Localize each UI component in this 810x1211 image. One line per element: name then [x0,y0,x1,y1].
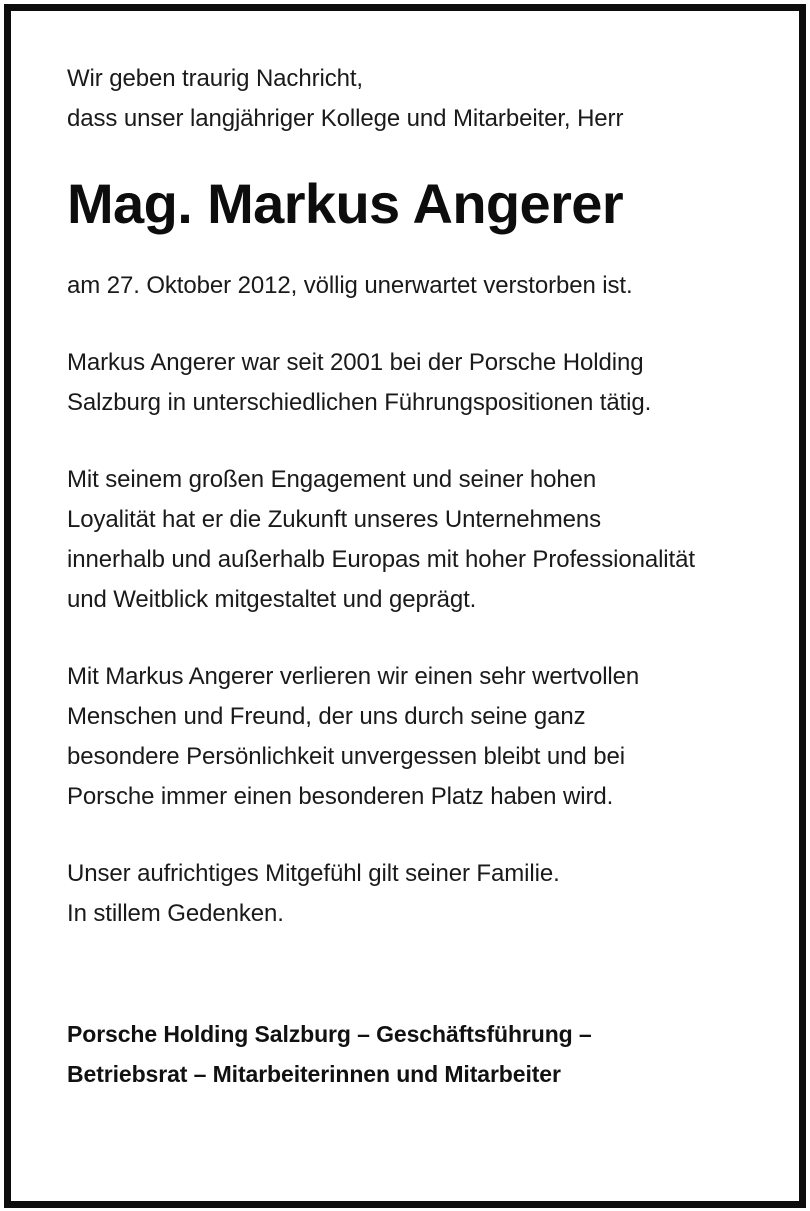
condolence-line: In stillem Gedenken. [67,900,284,927]
intro-line: Wir geben traurig Nachricht, [67,65,363,92]
career-paragraph [67,343,767,423]
intro-paragraph [67,59,767,139]
death-notice-line: am 27. Oktober 2012, völlig unerwartet verstorben ist. [67,272,633,299]
signature-block [67,1014,767,1094]
obituary-notice [67,59,767,1094]
engagement-line: und Weitblick mitgestaltet und geprägt. [67,586,477,613]
signature-line: Porsche Holding Salzburg – Geschäftsführung – [67,1021,592,1047]
intro-line: dass unser langjähriger Kollege und Mitarbeiter, Herr [67,105,624,132]
loss-paragraph [67,657,767,817]
career-line: Salzburg in unterschiedlichen Führungspositionen tätig. [67,389,652,416]
deceased-name: Mag. Markus Angerer [67,172,624,235]
engagement-line: innerhalb und außerhalb Europas mit hoher Professionalität [67,546,695,573]
loss-line: besondere Persönlichkeit unvergessen bleibt und bei [67,743,625,770]
notice-border [4,4,806,1208]
loss-line: Porsche immer einen besonderen Platz haben wird. [67,783,614,810]
death-notice-paragraph [67,266,767,306]
condolence-line: Unser aufrichtiges Mitgefühl gilt seiner Familie. [67,860,560,887]
signature-line: Betriebsrat – Mitarbeiterinnen und Mitarbeiter [67,1061,561,1087]
engagement-line: Mit seinem großen Engagement und seiner hohen [67,466,597,493]
career-line: Markus Angerer war seit 2001 bei der Porsche Holding [67,349,644,376]
loss-line: Menschen und Freund, der uns durch seine ganz [67,703,586,730]
condolence-paragraph [67,854,767,934]
loss-line: Mit Markus Angerer verlieren wir einen sehr wertvollen [67,663,640,690]
engagement-line: Loyalität hat er die Zukunft unseres Unternehmens [67,506,602,533]
engagement-paragraph [67,460,767,620]
